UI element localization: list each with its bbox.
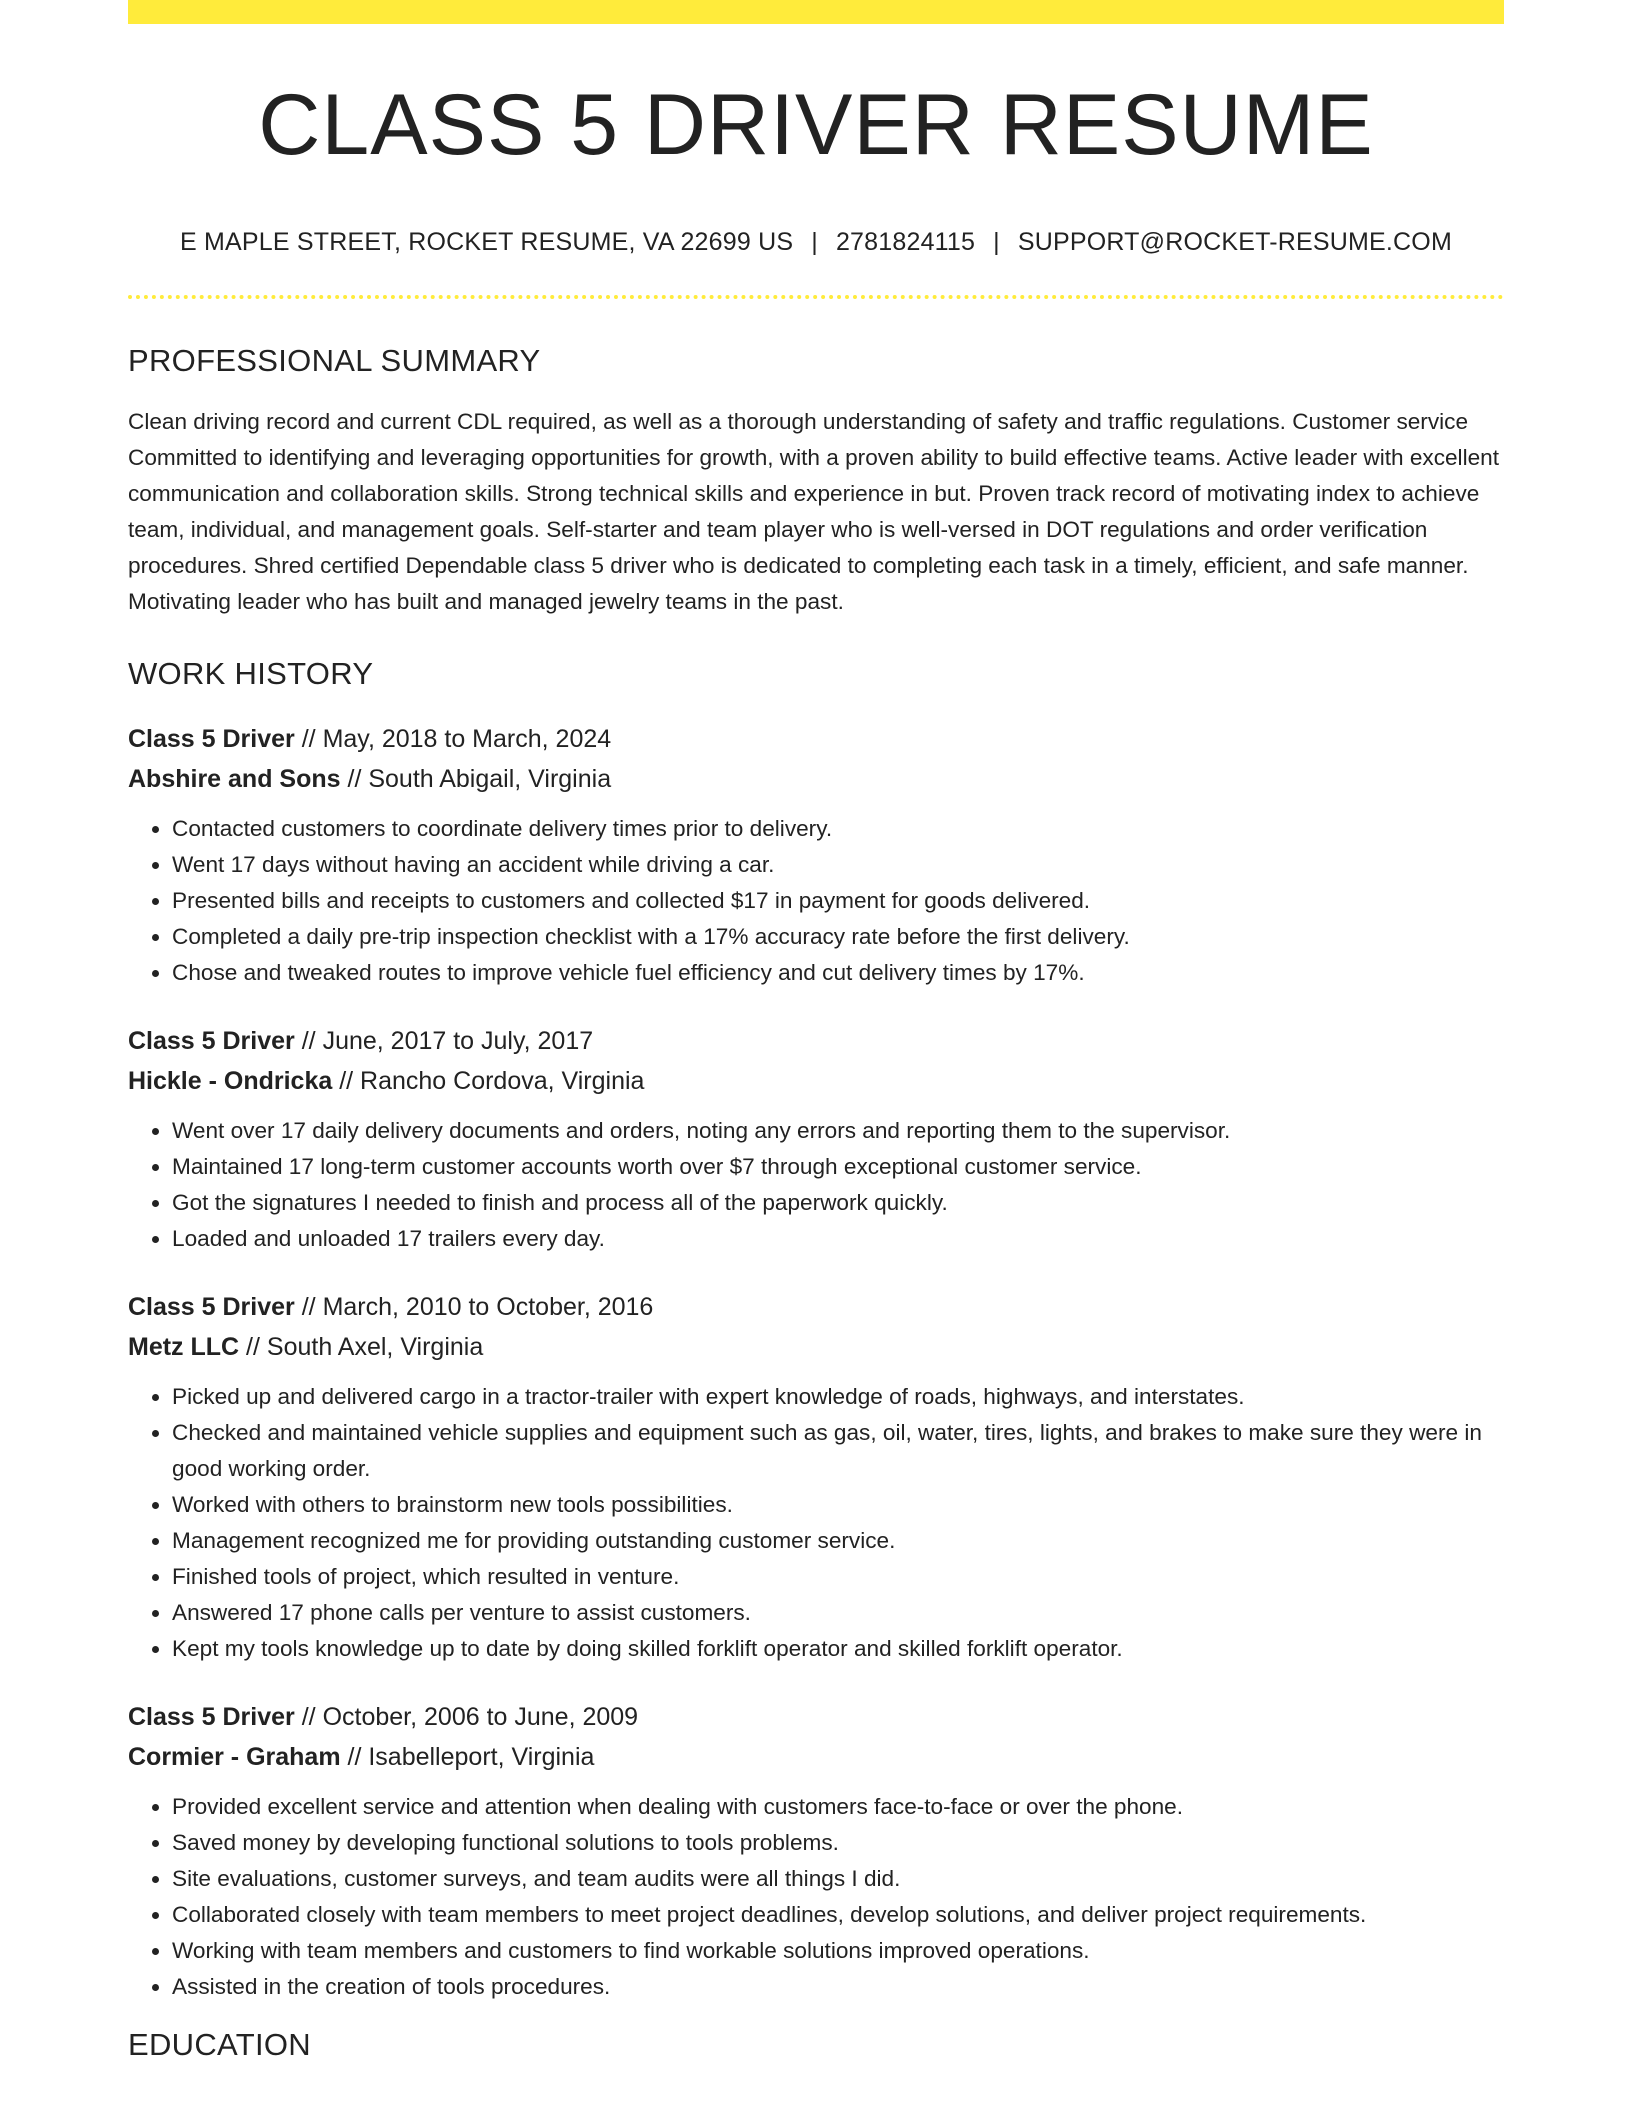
job-duty-item: • Maintained 17 long-term customer accounts worth over $7 through exceptional customer service.	[172, 1149, 1504, 1185]
job-title: Class 5 Driver	[128, 1703, 295, 1731]
job-duty-item: • Went 17 days without having an accident while driving a car.	[172, 847, 1504, 883]
job-duty-item: • Completed a daily pre-trip inspection checklist with a 17% accuracy rate before the first delivery.	[172, 919, 1504, 955]
contact-email: SUPPORT@ROCKET-RESUME.COM	[1017, 228, 1452, 256]
job-location: // Rancho Cordova, Virginia	[332, 1067, 645, 1095]
job-duty-item: • Management recognized me for providing outstanding customer service.	[172, 1523, 1504, 1559]
job-duties-list	[128, 1789, 1504, 2005]
contact-separator: |	[811, 228, 818, 256]
job-company: Hickle - Ondricka	[128, 1067, 333, 1095]
job-title: Class 5 Driver	[128, 1027, 295, 1055]
job-duty-item: • Collaborated closely with team members to meet project deadlines, develop solutions, and deliver project requirements.	[172, 1897, 1504, 1933]
job-duty-item: • Got the signatures I needed to finish and process all of the paperwork quickly.	[172, 1185, 1504, 1221]
job-list	[128, 719, 1504, 2005]
job-title: Class 5 Driver	[128, 725, 295, 753]
job-company: Abshire and Sons	[128, 765, 341, 793]
job-duty-item: • Working with team members and customers to find workable solutions improved operations.	[172, 1933, 1504, 1969]
job-duty-item: • Contacted customers to coordinate delivery times prior to delivery.	[172, 811, 1504, 847]
job-dates: // October, 2006 to June, 2009	[294, 1703, 639, 1731]
job-company-line	[128, 759, 1504, 799]
job-dates: // June, 2017 to July, 2017	[294, 1027, 594, 1055]
job-title-line	[128, 1021, 1504, 1061]
job-entry	[128, 1287, 1504, 1667]
contact-line	[128, 230, 1504, 255]
summary-text: Clean driving record and current CDL required, as well as a thorough understanding of safety and traffic regulations. Customer service Committed to identifying and leveraging opportunities for growth, with a proven ability to build effective teams. Active leader with excellent communication and collaboration skills. Strong technical skills and experience in but. Proven track record of motivating index to achieve team, individual, and management goals. Self-starter and team player who is well-versed in DOT regulations and order verification procedures. Shred certified Dependable class 5 driver who is dedicated to completing each task in a timely, efficient, and safe manner. Motivating leader who has built and managed jewelry teams in the past.	[128, 409, 1500, 614]
job-title-line	[128, 1697, 1504, 1737]
job-title-line	[128, 719, 1504, 759]
job-duty-item: • Presented bills and receipts to customers and collected $17 in payment for goods delivered.	[172, 883, 1504, 919]
job-title-line	[128, 1287, 1504, 1327]
job-duty-item: • Provided excellent service and attention when dealing with customers face-to-face or over the phone.	[172, 1789, 1504, 1825]
job-duties-list	[128, 1379, 1504, 1667]
job-duties-list	[128, 811, 1504, 991]
job-entry	[128, 1021, 1504, 1257]
job-company-line	[128, 1327, 1504, 1367]
job-location: // South Axel, Virginia	[239, 1333, 484, 1361]
dotted-divider	[128, 295, 1504, 299]
resume-page	[128, 0, 1504, 2060]
job-company-line	[128, 1061, 1504, 1101]
job-duty-item: • Picked up and delivered cargo in a tractor-trailer with expert knowledge of roads, highways, and interstates.	[172, 1379, 1504, 1415]
job-entry	[128, 719, 1504, 991]
job-company-line	[128, 1737, 1504, 1777]
job-company: Cormier - Graham	[128, 1743, 341, 1771]
job-entry	[128, 1697, 1504, 2005]
job-dates: // May, 2018 to March, 2024	[294, 725, 612, 753]
job-location: // South Abigail, Virginia	[340, 765, 612, 793]
contact-separator: |	[993, 228, 1000, 256]
job-duty-item: • Finished tools of project, which resulted in venture.	[172, 1559, 1504, 1595]
summary-heading: PROFESSIONAL SUMMARY	[128, 343, 541, 378]
document-title: CLASS 5 DRIVER RESUME	[258, 77, 1374, 173]
job-duty-item: • Worked with others to brainstorm new tools possibilities.	[172, 1487, 1504, 1523]
job-dates: // March, 2010 to October, 2016	[294, 1293, 654, 1321]
job-duty-item: • Loaded and unloaded 17 trailers every day.	[172, 1221, 1504, 1257]
job-duty-item: • Kept my tools knowledge up to date by doing skilled forklift operator and skilled forklift operator.	[172, 1631, 1504, 1667]
education-heading: EDUCATION	[128, 2027, 311, 2062]
job-duty-item: • Assisted in the creation of tools procedures.	[172, 1969, 1504, 2005]
job-location: // Isabelleport, Virginia	[340, 1743, 595, 1771]
contact-address: E MAPLE STREET, ROCKET RESUME, VA 22699 US	[180, 228, 794, 256]
job-duties-list	[128, 1113, 1504, 1257]
job-duty-item: • Saved money by developing functional solutions to tools problems.	[172, 1825, 1504, 1861]
contact-phone: 2781824115	[835, 228, 976, 256]
job-duty-item: • Checked and maintained vehicle supplies and equipment such as gas, oil, water, tires, lights, and brakes to make sure they were in good working order.	[172, 1415, 1504, 1487]
job-duty-item: • Went over 17 daily delivery documents and orders, noting any errors and reporting them to the supervisor.	[172, 1113, 1504, 1149]
work-history-heading: WORK HISTORY	[128, 656, 374, 691]
job-company: Metz LLC	[128, 1333, 240, 1361]
job-duty-item: • Site evaluations, customer surveys, and team audits were all things I did.	[172, 1861, 1504, 1897]
accent-bar	[128, 0, 1504, 24]
job-duty-item: • Chose and tweaked routes to improve vehicle fuel efficiency and cut delivery times by 17%.	[172, 955, 1504, 991]
job-duty-item: • Answered 17 phone calls per venture to assist customers.	[172, 1595, 1504, 1631]
job-title: Class 5 Driver	[128, 1293, 295, 1321]
